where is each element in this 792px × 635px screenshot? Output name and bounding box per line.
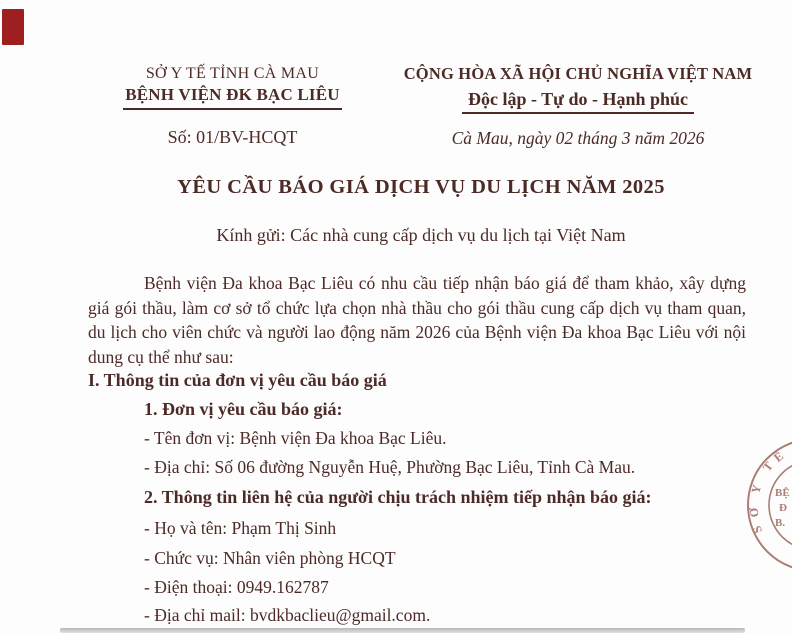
agency-name: SỞ Y TẾ TỈNH CÀ MAU — [145, 65, 320, 82]
salutation-line: Kính gửi: Các nhà cung cấp dịch vụ du lịch tại Việt Nam — [216, 225, 626, 245]
stamp-center-line1-fragment: BỆ — [775, 487, 790, 499]
document-number: Số: 01/BV-HCQT — [167, 127, 298, 148]
official-round-stamp-partial — [742, 428, 792, 585]
unit-name-item: - Tên đơn vị: Bệnh viện Đa khoa Bạc Liêu. — [144, 428, 447, 448]
red-corner-stamp-mark — [2, 9, 24, 45]
stamp-center-line2-fragment: Đ — [779, 502, 787, 514]
contact-email-item: - Địa chỉ mail: bvdkbaclieu@gmail.com. — [144, 605, 431, 625]
stamp-ring-letter-e: Ế — [771, 448, 787, 465]
document-title: YÊU CẦU BÁO GIÁ DỊCH VỤ DU LỊCH NĂM 2025 — [177, 176, 665, 198]
unit-address-item: - Địa chỉ: Số 06 đường Nguyễn Huệ, Phường Bạc Liêu, Tỉnh Cà Mau. — [144, 457, 636, 477]
section-1-heading: I. Thông tin của đơn vị yêu cầu báo giá — [88, 370, 387, 390]
header-issuing-unit — [95, 64, 370, 149]
place-dateline: Cà Mau, ngày 02 tháng 3 năm 2026 — [451, 128, 705, 149]
stamp-ring-letter-y: Y — [748, 483, 764, 495]
subsection-1-heading: 1. Đơn vị yêu cầu báo giá: — [144, 399, 343, 419]
header-national-motto — [398, 64, 758, 150]
stamp-center-line3-fragment: B. — [775, 517, 786, 529]
national-title: CỘNG HÒA XÃ HỘI CHỦ NGHĨA VIỆT NAM — [403, 64, 753, 83]
stamp-ring-letter-s: S — [749, 523, 766, 536]
stamp-ring-letter-t: T — [759, 459, 776, 475]
contact-name-item: - Họ và tên: Phạm Thị Sinh — [144, 518, 337, 538]
cut-off-next-line — [60, 628, 745, 633]
national-motto: Độc lập - Tự do - Hạnh phúc — [462, 88, 694, 115]
stamp-ring-letter-o: Ở — [746, 506, 762, 519]
subsection-2-heading: 2. Thông tin liên hệ của người chịu trách nhiệm tiếp nhận báo giá: — [144, 487, 652, 507]
intro-paragraph: Bệnh viện Đa khoa Bạc Liêu có nhu cầu tiếp nhận báo giá để tham khảo, xây dựng giá gói thầu, làm cơ sở tổ chức lựa chọn nhà thầu cho gói thầu cung cấp dịch vụ tham quan, du lịch cho viên chức và người lao động năm 2026 của Bệnh viện Đa khoa Bạc Liêu với nội dung cụ thể như sau: — [88, 273, 746, 367]
contact-position-item: - Chức vụ: Nhân viên phòng HCQT — [144, 548, 396, 568]
contact-phone-item: - Điện thoại: 0949.162787 — [144, 577, 329, 597]
unit-name: BỆNH VIỆN ĐK BẠC LIÊU — [123, 84, 342, 110]
